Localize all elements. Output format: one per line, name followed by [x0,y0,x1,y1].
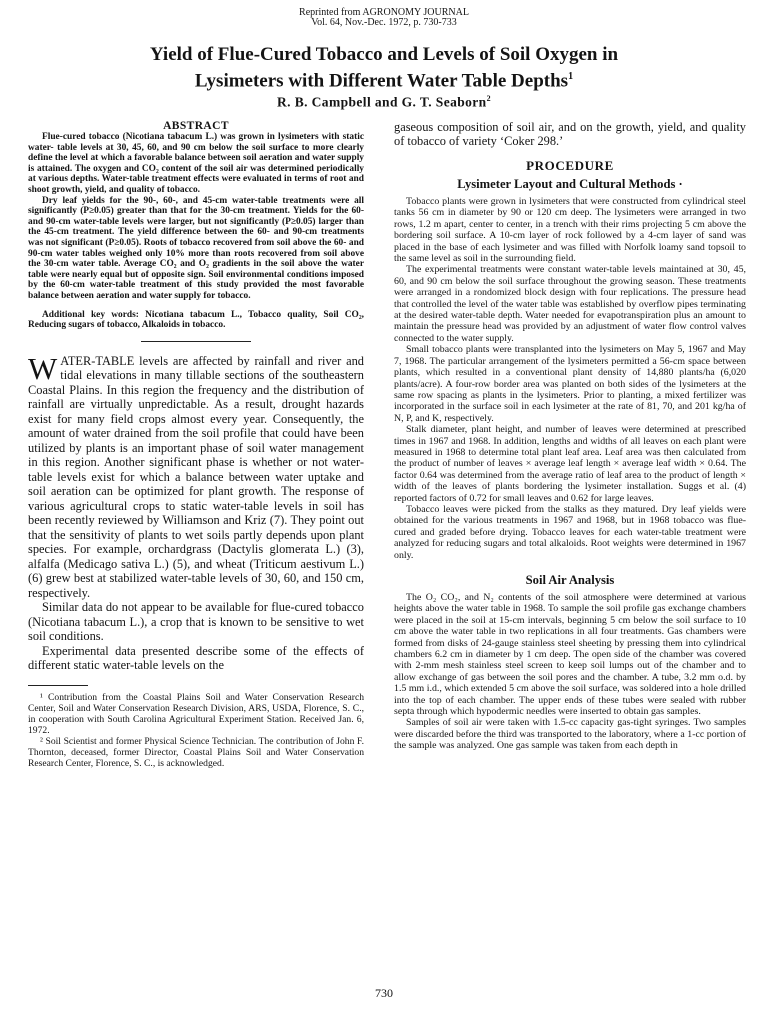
title-line-1: Yield of Flue-Cured Tobacco and Levels of Soil Oxygen in [149,44,619,65]
reprint-notice [0,8,768,28]
abstract-paragraph-1: Flue-cured tobacco (Nicotiana tabacum L.) was grown in lysimeters with static water- table levels at 30, 45, 60, and 90 cm below the soil surface to more clearly define the level at which a favorable balance between soil aeration and water supply is attained. The oxygen and CO₂ content of the soil air was determined periodically at various depths. Water-table treatment effects were evaluated in terms of root and shoot growth, yield, and quality of tobacco. [28,132,364,195]
footnote-1: ¹ Contribution from the Coastal Plains Soil and Water Conservation Research Center, Soil and Water Conservation Research Division, ARS, USDA, Florence, S. C., in cooperation with South Carolina Agricultural Experiment Station. Received Jan. 6, 1972. [28,691,364,736]
right-column [394,120,746,752]
lysimeter-paragraph-3: Small tobacco plants were transplanted into the lysimeters on May 5, 1967 and May 7, 1968. The particular arrangement of the lysimeters permitted a 56-cm space between plants, which resulted in a conventional plant density of 14,880 plants/ha (6,020 plants/acre). A four-row border area was planted on both sides of the lysimeters at the same row spacing as plants in the lysimeters. Prior to planting, a mixed fertilizer was incorporated in the surface soil in each lysimeter at the rate of 81, 70, and 201 kg/ha of N, P, and K, respectively. [394,344,746,424]
intro-paragraph-3: Experimental data presented describe some of the effects of different static water-table levels on the [28,643,364,673]
subsection-heading-mark: · [678,177,683,191]
section-heading-procedure: PROCEDURE [526,158,614,173]
intro-paragraph-1 [28,350,364,601]
abstract-heading: ABSTRACT [163,120,229,132]
lysimeter-paragraph-2: The experimental treatments were constant water-table levels maintained at 30, 45, 60, and 90 cm below the soil surface throughout the growing season. These treatments were arranged in a rondomized block design with four replications. The pressure head that controlled the level of the water table was established by overflow pipes terminating at the desired water-table depth. Water needed for evapotranspiration plus an amount to maintain the pressure head was provided by an adjustment of water flow control valves connected to the water supply. [394,264,746,344]
intro-continuation: gaseous composition of soil air, and on the growth, yield, and quality of tobacco of variety ‘Coker 298.’ [394,120,746,148]
drop-cap: W [28,350,58,386]
title-line-2-text: Lysimeters with Different Water Table Depths [194,70,569,92]
subsection-heading-lysimeter [394,177,746,192]
reprint-line-2: Vol. 64, Nov.-Dec. 1972, p. 730-733 [311,17,457,28]
lysimeter-paragraph-1: Tobacco plants were grown in lysimeters that were constructed from cylindrical steel tanks 56 cm in diameter by 90 or 120 cm deep. The lysimeters were arranged in two rows, 1.2 m apart, center to center, in a trench with their rims projecting 5 cm above the bordering soil surface. A 10-cm layer of rock followed by a 4-cm layer of sand was placed in the base of each lysimeter and was filled with Norfolk loamy sand topsoil to the same level as soil in the surrounding field. [394,196,746,265]
intro-paragraph-2: Similar data do not appear to be available for flue-cured tobacco (Nicotiana tabacum L.), a crop that is known to be sensitive to wet soil conditions. [28,600,364,644]
title-line-2 [60,66,708,92]
soil-air-paragraph-1: The O₂ CO₂, and N₂ contents of the soil atmosphere were determined at various heights above the water table in 1968. To sample the soil profile gas exchange chambers were placed in the soil at 15-cm intervals, beginning 5 cm below the soil surface to 10 cm above the water table in two replications in all four treatments. Gas chambers were formed from disks of 24-gauge stainless steel sheeting by pressing them into cylindrical chambers 6.2 cm in diameter by 1 cm deep. The open side of the chamber was covered with 2-mm mesh stainless steel screen to keep soil lumps out of the chamber and to allow exchange of gas between the soil pores and the chamber. A tube, 3.2 mm o.d. by 1.5 mm i.d., which extended 5 cm above the soil surface, was soldered into a hole drilled into the top of each chamber. The upper ends of these tubes were sealed with rubber septa through which hypodermic needles were inserted to obtain gas samples. [394,592,746,718]
subsection-heading-lysimeter-text: Lysimeter Layout and Cultural Methods [457,177,676,191]
lysimeter-paragraph-5: Tobacco leaves were picked from the stalks as they matured. Dry leaf yields were obtained for the various treatments in 1967 and 1968, but in 1968 tobacco was flue-cured and graded before drying. Tobacco leaves for each water-table treatment were analyzed for reducing sugars and total alkaloids. Root weights were determined in 1967 only. [394,503,746,561]
authors-footnote-mark: 2 [486,94,491,103]
soil-air-paragraph-2: Samples of soil air were taken with 1.5-cc capacity gas-tight syringes. Two samples were discarded before the third was transported to the laboratory, where a 1-cc portion of the sample was analyzed. One gas sample was taken from each depth in [394,717,746,752]
subsection-heading-soil-air: Soil Air Analysis [525,573,615,587]
page-number: 730 [375,986,393,1000]
left-column [28,120,364,769]
authors-text: R. B. Campbell and G. T. Seaborn [277,94,487,110]
footnote-divider [28,685,88,686]
lysimeter-paragraph-4: Stalk diameter, plant height, and number of leaves were determined at prescribed times in 1967 and 1968. In addition, lengths and widths of all leaves on each plant were measured in 1968 to determine total plant leaf area. Leaf area was then calculated from the product of number of leaves × average leaf length × average leaf width × 0.64. The factor 0.64 was determined from the average ratio of leaf area to the product of length × width of the leaves of plants bordering the lysimeter installation. Suggs et al. (4) reported factors of 0.72 for small leaves and 0.62 for large leaves. [394,424,746,504]
abstract-paragraph-2: Dry leaf yields for the 90-, 60-, and 45-cm water-table treatments were all significantly (P≥0.05) greater than that for the 30-cm treatment. Yields for the 60- and 90-cm water-table levels were larger, but not significantly (P≥0.05) larger than the 45-cm treatment. The yield difference between the 60- and 90-cm treatments was not significant (P≥0.05). Roots of tobacco recovered from soil above the 60- and 90-cm water tables weighed only 10% more than roots recovered from soil above the 30-cm water table. Average CO₂ and O₂ gradients in the soil above the water table were nearly equal but of opposite sign. Soil environmental conditions imposed by the 60-cm water-table treatment of this study provided the most favorable balance between aeration and water supply for tobacco. [28,195,364,301]
author-line [0,94,768,111]
footnote-2: ² Soil Scientist and former Physical Science Technician. The contribution of John F. Thornton, deceased, former Director, Coastal Plains Soil and Water Conservation Research Center, Florence, S. C., is acknowledged. [28,735,364,769]
article-title [60,44,708,92]
title-footnote-mark: 1 [568,71,574,82]
intro-paragraph-1-text: ATER-TABLE levels are affected by rainfall and river and tidal elevations in many tillable sections of the southeastern Coastal Plains. In this region the frequency and the distribution of rainfall are virtually unpredictable. As a result, drought hazards exist for many field crops almost every year. Consequently, the amount of water drained from the soil profile that could have been utilized by plants is an important phase of soil water management in this region. Another significant phase is whether or not water-table levels exist for which a balance between water uptake and soil aeration can be optimized for plant growth. The response of various agricultural crops to static water-table levels in soil has been recently reviewed by Williamson and Kriz (7). They point out that the sensitivity of plants to wet soils partly depends upon plant species. For example, orchardgrass (Dactylis glomerata L.) (3), alfalfa (Medicago sativa L.) (5), and wheat (Triticum aestivum L.) (6) grew best at stabilized water-table levels of 30, 60, and 150 cm, respectively. [28,353,364,600]
abstract-divider [141,341,251,342]
reprint-line-1: Reprinted from AGRONOMY JOURNAL [299,7,469,18]
abstract-keywords: Additional key words: Nicotiana tabacum L., Tobacco quality, Soil CO₂, Reducing sugars of tobacco, Alkaloids in tobacco. [28,309,364,331]
